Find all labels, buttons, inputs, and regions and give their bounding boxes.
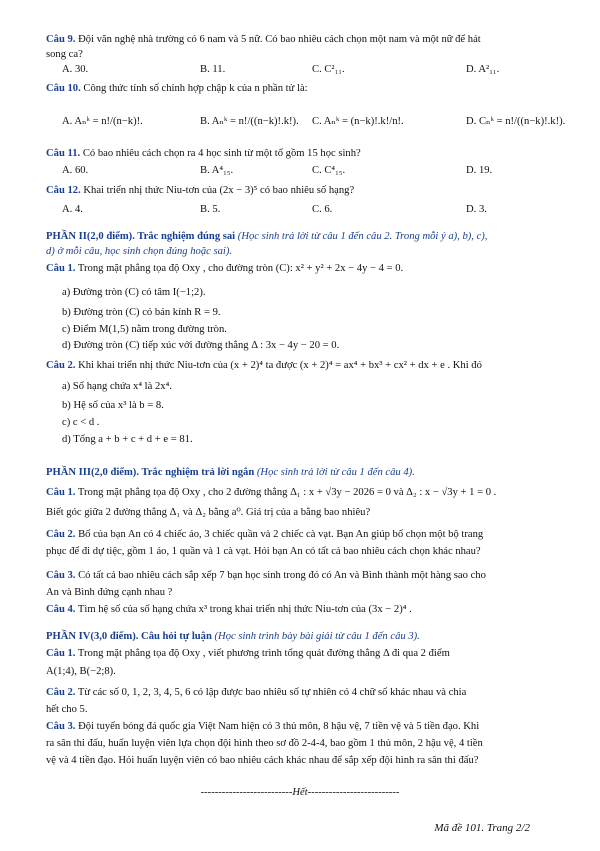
part2-heading: PHẦN II(2,0 điểm). Trắc nghiệm đúng sai (Học sinh trả lời từ câu 1 đến câu 2. Trong mỗi ý a), b), c), bbox=[46, 231, 488, 242]
statement-a: a) Số hạng chứa x⁴ là 2x⁴. bbox=[62, 381, 172, 392]
question-text: Đội văn nghệ nhà trường có 6 nam và 5 nữ. Có bao nhiêu cách chọn một nam và một nữ để hát bbox=[78, 34, 481, 45]
part3-question-1-cont: Biết góc giữa 2 đường thẳng Δ₁ và Δ₂ bằng a⁰. Giá trị của a bằng bao nhiêu? bbox=[46, 507, 371, 518]
question-10 bbox=[46, 82, 572, 96]
option-b: B. Aₙᵏ = n!/((n−k)!.k!). bbox=[200, 116, 299, 127]
part4-question-2: Câu 2. Từ các số 0, 1, 2, 3, 4, 5, 6 có lập được bao nhiêu số tự nhiên có 4 chữ số khác nhau và chia bbox=[46, 687, 467, 698]
part3-question-1: Câu 1. Trong mặt phẳng tọa độ Oxy , cho 2 đường thẳng Δ₁ : x + √3y − 2026 = 0 và Δ₂ : x − √3y + 1 = 0 . bbox=[46, 487, 497, 498]
option-d: D. 19. bbox=[466, 165, 493, 176]
part2-instructions: d) ở mỗi câu, học sinh chọn đúng hoặc sai). bbox=[46, 246, 233, 257]
part3-question-4: Câu 4. Tìm hệ số của số hạng chứa x³ trong khai triển nhị thức Niu-tơn của (3x − 2)⁴ . bbox=[46, 604, 412, 615]
question-12 bbox=[46, 184, 572, 198]
statement-d: d) Tổng a + b + c + d + e = 81. bbox=[62, 434, 193, 445]
option-a: A. 30. bbox=[62, 64, 89, 75]
part4-question-2-cont: hết cho 5. bbox=[46, 704, 88, 715]
question-label: Câu 10. bbox=[46, 83, 81, 94]
question-text: Công thức tính số chỉnh hợp chập k của n phần tử là: bbox=[83, 83, 308, 94]
part3-question-3-cont: An và Bình đứng cạnh nhau ? bbox=[46, 587, 173, 598]
statement-b: b) Hệ số của x³ là b = 8. bbox=[62, 400, 164, 411]
option-c: C. Aₙᵏ = (n−k)!.k!/n!. bbox=[312, 116, 404, 127]
statement-c: c) c < d . bbox=[62, 417, 100, 428]
part4-question-1: Câu 1. Trong mặt phẳng tọa độ Oxy , viết phương trình tổng quát đường thẳng Δ đi qua 2 điểm bbox=[46, 648, 450, 659]
question-label: Câu 9. bbox=[46, 34, 76, 45]
question-9 bbox=[46, 33, 572, 47]
option-c: C. 6. bbox=[312, 204, 333, 215]
statement-a: a) Đường tròn (C) có tâm I(−1;2). bbox=[62, 287, 206, 298]
option-b: B. 5. bbox=[200, 204, 221, 215]
statement-b: b) Đường tròn (C) có bán kính R = 9. bbox=[62, 307, 221, 318]
part3-question-2: Câu 2. Bố của bạn An có 4 chiếc áo, 3 chiếc quần và 2 chiếc cà vạt. Bạn An giúp bố chọn một bộ trang bbox=[46, 529, 484, 540]
option-d: D. A²₁₁. bbox=[466, 64, 500, 75]
question-text: Có bao nhiêu cách chọn ra 4 học sinh từ một tổ gồm 15 học sinh? bbox=[82, 148, 361, 159]
part4-question-3-cont: ra sân thi đấu, huấn luyện viên lựa chọn đội hình theo sơ đồ 2-4-4, bao gồm 1 thủ môn, 2 hậu vệ, 4 tiền bbox=[46, 738, 483, 749]
statement-d: d) Đường tròn (C) tiếp xúc với đường thẳng Δ : 3x − 4y − 20 = 0. bbox=[62, 340, 340, 351]
part3-question-3: Câu 3. Có tất cả bao nhiêu cách sắp xếp 7 bạn học sinh trong đó có An và Bình thành một hàng sao cho bbox=[46, 570, 486, 581]
end-mark: --------------------------Hết-------------------------- bbox=[200, 787, 400, 798]
part3-heading: PHẦN III(2,0 điểm). Trắc nghiệm trả lời ngắn (Học sinh trả lời từ câu 1 đến câu 4). bbox=[46, 467, 415, 478]
part4-question-3: Câu 3. Đội tuyển bóng đá quốc gia Việt Nam hiện có 3 thủ môn, 8 hậu vệ, 7 tiền vệ và 5 tiền đạo. Khi bbox=[46, 721, 480, 732]
question-text: Khai triển nhị thức Niu-tơn của (2x − 3)⁵ có bao nhiêu số hạng? bbox=[83, 185, 355, 196]
page-footer: Mã đề 101. Trang 2/2 bbox=[434, 822, 530, 834]
part4-question-3-cont2: vệ và 4 tiền đạo. Hỏi huấn luyện viên có bao nhiêu cách khác nhau để sắp xếp đội hình ra sân thi đấu? bbox=[46, 755, 479, 766]
part4-heading: PHẦN IV(3,0 điểm). Câu hỏi tự luận (Học sinh trình bày bài giải từ câu 1 đến câu 3). bbox=[46, 631, 420, 642]
question-text-cont: song ca? bbox=[46, 49, 83, 60]
option-a: A. Aₙᵏ = n!/(n−k)!. bbox=[62, 116, 143, 127]
part2-question-1: Câu 1. Trong mặt phẳng tọa độ Oxy , cho đường tròn (C): x² + y² + 2x − 4y − 4 = 0. bbox=[46, 263, 404, 274]
option-c: C. C⁴₁₅. bbox=[312, 165, 346, 176]
option-c: C. C²₁₁. bbox=[312, 64, 345, 75]
option-b: B. A⁴₁₅. bbox=[200, 165, 234, 176]
part3-question-2-cont: phục để đi dự tiệc, gồm 1 áo, 1 quần và 1 cà vạt. Hỏi bạn An có tất cả bao nhiêu cách chọn khác nhau? bbox=[46, 546, 481, 557]
option-a: A. 4. bbox=[62, 204, 83, 215]
option-d: D. 3. bbox=[466, 204, 487, 215]
question-11 bbox=[46, 147, 572, 161]
statement-c: c) Điểm M(1,5) nằm trong đường tròn. bbox=[62, 324, 227, 335]
option-d: D. Cₙᵏ = n!/((n−k)!.k!). bbox=[466, 116, 566, 127]
part2-question-2: Câu 2. Khi khai triển nhị thức Niu-tơn của (x + 2)⁴ ta được (x + 2)⁴ = ax⁴ + bx³ + cx² + dx + e . Khi đó bbox=[46, 360, 482, 371]
option-b: B. 11. bbox=[200, 64, 226, 75]
question-label: Câu 12. bbox=[46, 185, 81, 196]
question-label: Câu 11. bbox=[46, 148, 81, 159]
part4-question-1-cont: A(1;4), B(−2;8). bbox=[46, 666, 116, 677]
option-a: A. 60. bbox=[62, 165, 89, 176]
